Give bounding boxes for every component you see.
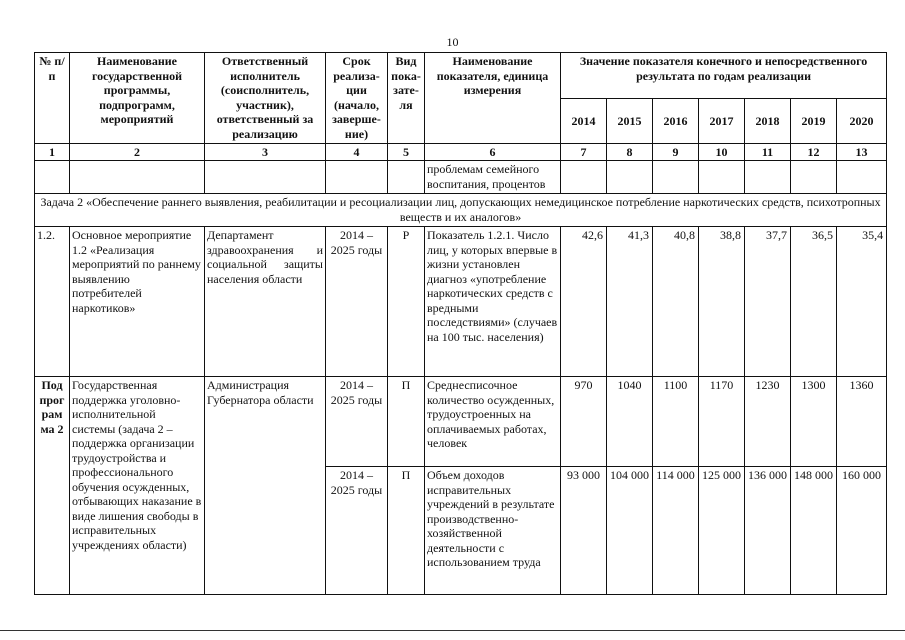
value-2020: 160 000 xyxy=(837,467,887,595)
program-table xyxy=(34,52,887,595)
value-2019: 1300 xyxy=(791,377,837,467)
value-2016: 1100 xyxy=(653,377,699,467)
column-number: 10 xyxy=(699,144,745,161)
header-year: 2020 xyxy=(837,98,887,144)
continuation-indicator: проблемам семейного воспитания, процентов xyxy=(425,161,561,194)
header-indicator: Наименование показателя, единица измерения xyxy=(425,53,561,144)
term: 2014 – 2025 годы xyxy=(326,227,388,377)
column-number: 3 xyxy=(205,144,326,161)
indicator-name: Объем доходов исправительных учреждений в результате производственно-хозяйственной деятельности с использованием труда xyxy=(425,467,561,595)
subprogram-number: Под прог рам ма 2 xyxy=(35,377,70,595)
subprogram-executor: Администрация Губернатора области xyxy=(205,377,326,595)
page-number: 10 xyxy=(446,35,459,49)
value-2015: 1040 xyxy=(607,377,653,467)
column-number: 11 xyxy=(745,144,791,161)
value-2018: 136 000 xyxy=(745,467,791,595)
value-2019: 36,5 xyxy=(791,227,837,377)
column-number: 1 xyxy=(35,144,70,161)
value-2017: 38,8 xyxy=(699,227,745,377)
header-year: 2015 xyxy=(607,98,653,144)
executor: Департамент здравоохранения и социальной защиты населения области xyxy=(205,227,326,377)
row-number: 1.2. xyxy=(35,227,70,377)
header-year: 2014 xyxy=(561,98,607,144)
indicator-name: Показатель 1.2.1. Число лиц, у которых впервые в жизни установлен диагноз «употребление наркотических средств с вредными последствиями» (случаев на 100 тыс. населения) xyxy=(425,227,561,377)
value-2018: 37,7 xyxy=(745,227,791,377)
value-2020: 35,4 xyxy=(837,227,887,377)
indicator-type: П xyxy=(388,467,425,595)
value-2017: 1170 xyxy=(699,377,745,467)
header-executor: Ответственный исполнитель (соисполнитель, участник), ответственный за реализацию xyxy=(205,53,326,144)
column-number: 2 xyxy=(70,144,205,161)
value-2018: 1230 xyxy=(745,377,791,467)
column-number: 12 xyxy=(791,144,837,161)
value-2020: 1360 xyxy=(837,377,887,467)
page-bottom-edge xyxy=(0,630,905,631)
value-2015: 104 000 xyxy=(607,467,653,595)
column-number: 9 xyxy=(653,144,699,161)
column-number-row xyxy=(35,144,887,161)
program-table-wrapper xyxy=(34,52,886,595)
indicator-name: Среднесписочное количество осужденных, трудоустроенных на оплачиваемых работах, человек xyxy=(425,377,561,467)
task-2-heading: Задача 2 «Обеспечение раннего выявления, реабилитации и ресоциализации лиц, допускающих немедицинское потребление наркотических средств, психотропных веществ и их аналогов» xyxy=(35,194,887,227)
column-number: 13 xyxy=(837,144,887,161)
indicator-type: Р xyxy=(388,227,425,377)
value-2019: 148 000 xyxy=(791,467,837,595)
value-2014: 42,6 xyxy=(561,227,607,377)
header-year: 2019 xyxy=(791,98,837,144)
row-1-2 xyxy=(35,227,887,377)
header-num: № п/п xyxy=(35,53,70,144)
value-2014: 93 000 xyxy=(561,467,607,595)
activity-name: Основное мероприятие 1.2 «Реализация мероприятий по раннему выявлению потребителей наркотиков» xyxy=(70,227,205,377)
subprogram-2-row-1 xyxy=(35,377,887,467)
value-2015: 41,3 xyxy=(607,227,653,377)
header-name: Наименование государственной программы, подпрограмм, мероприятий xyxy=(70,53,205,144)
header-type: Вид пока- зате- ля xyxy=(388,53,425,144)
column-number: 4 xyxy=(326,144,388,161)
term: 2014 – 2025 годы xyxy=(326,377,388,467)
continuation-row xyxy=(35,161,887,194)
value-2016: 40,8 xyxy=(653,227,699,377)
column-number: 7 xyxy=(561,144,607,161)
header-row xyxy=(35,53,887,99)
header-year: 2016 xyxy=(653,98,699,144)
task-2-row xyxy=(35,194,887,227)
value-2014: 970 xyxy=(561,377,607,467)
term: 2014 – 2025 годы xyxy=(326,467,388,595)
header-year: 2018 xyxy=(745,98,791,144)
column-number: 6 xyxy=(425,144,561,161)
subprogram-name: Государственная поддержка уголовно-исполнительной системы (задача 2 – поддержка организации трудоустройства и профессионального обучения осужденных, отбывающих наказание в виде лишения свободы в исправительных учреждениях области) xyxy=(70,377,205,595)
value-2016: 114 000 xyxy=(653,467,699,595)
indicator-type: П xyxy=(388,377,425,467)
column-number: 8 xyxy=(607,144,653,161)
value-2017: 125 000 xyxy=(699,467,745,595)
column-number: 5 xyxy=(388,144,425,161)
header-year: 2017 xyxy=(699,98,745,144)
header-term: Срок реализа- ции (начало, заверше- ние) xyxy=(326,53,388,144)
header-values: Значение показателя конечного и непосредственного результата по годам реализации xyxy=(561,53,887,99)
